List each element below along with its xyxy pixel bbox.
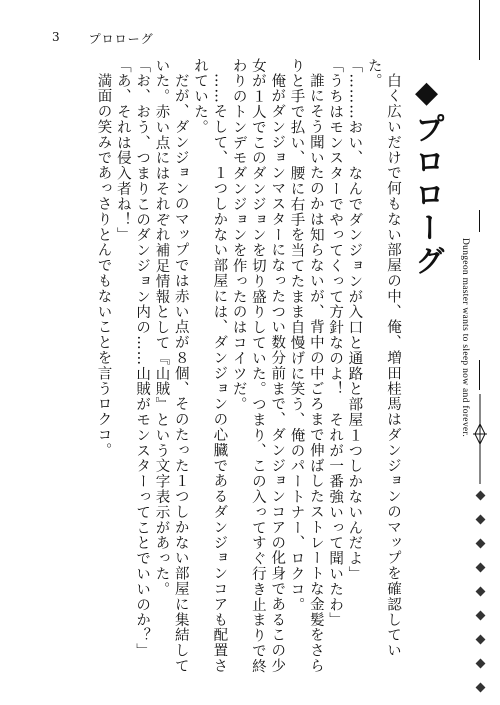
running-title: プロローグ — [88, 32, 154, 46]
diamond-ornament-icon — [476, 563, 486, 573]
cross-ornament-icon — [472, 394, 488, 484]
paragraph: ……そして、１つしかない部屋には、ダンジョンの心臓であるダンジョンコアも配置されていた。 — [192, 58, 228, 674]
top-rule — [479, 0, 480, 60]
diamond-ornament-icon — [476, 539, 486, 549]
diamond-ornament-icon — [476, 635, 486, 645]
paragraph: 満面の笑みであっさりとんでもないことを言うロクコ。 — [95, 72, 112, 458]
diamond-ornament-icon — [476, 587, 486, 597]
paragraph: 誰にそう聞いたのかは知らないが、背中の中ごろまで伸ばしたストレートな金髪をさらりと手で払い、腰に右手を当てたまま自慢げに笑う、俺のパートナー、ロクコ。 — [288, 58, 324, 674]
chapter-subtitle: Dungeon master wants to sleep now and forever. — [460, 238, 470, 437]
diamond-ornament-icon — [476, 659, 486, 669]
paragraph: だが、ダンジョンのマップでは赤い点が８個、そのたった１つしかない部屋に集結していた。赤い点にはそれぞれ補足情報として『山賊』という文字表示があった。 — [153, 58, 189, 674]
mid-rule — [479, 210, 480, 232]
diamond-ornament-icon — [476, 491, 486, 501]
diamond-ornament-icon — [476, 611, 486, 621]
lower-rule — [479, 360, 480, 390]
diamond-ornament-icon — [476, 683, 486, 693]
paragraph: 「あ、それは侵入者ね！」 — [114, 58, 131, 243]
running-header — [52, 30, 154, 47]
chapter-title: ◆プロローグ — [409, 75, 444, 278]
body-text — [93, 58, 402, 678]
paragraph: 俺がダンジョンマスターになったつい数分前まで、ダンジョンコアの化身であるこの少女が１人でこのダンジョンを切り盛りしていた。つまり、この入ってすぐ行き止まりで終わりのトンデモダンジョンを作ったのはコイツだ。 — [230, 58, 286, 674]
paragraph: 「………おい、なんでダンジョンが入口と通路と部屋１つしかないんだよ」 — [346, 58, 363, 582]
paragraph: 「お、おう、つまりこのダンジョン内の……山賊がモンスターってことでいいのか？」 — [134, 58, 151, 659]
diamond-ornament-icon — [476, 515, 486, 525]
paragraph: 「うちはモンスターでやってくって方針なのよ！ それが一番強いって聞いたわ」 — [327, 58, 344, 628]
paragraph: 白く広いだけで何もない部屋の中、俺、増田桂馬はダンジョンのマップを確認していた。 — [365, 58, 401, 658]
page-number: 3 — [52, 30, 61, 44]
